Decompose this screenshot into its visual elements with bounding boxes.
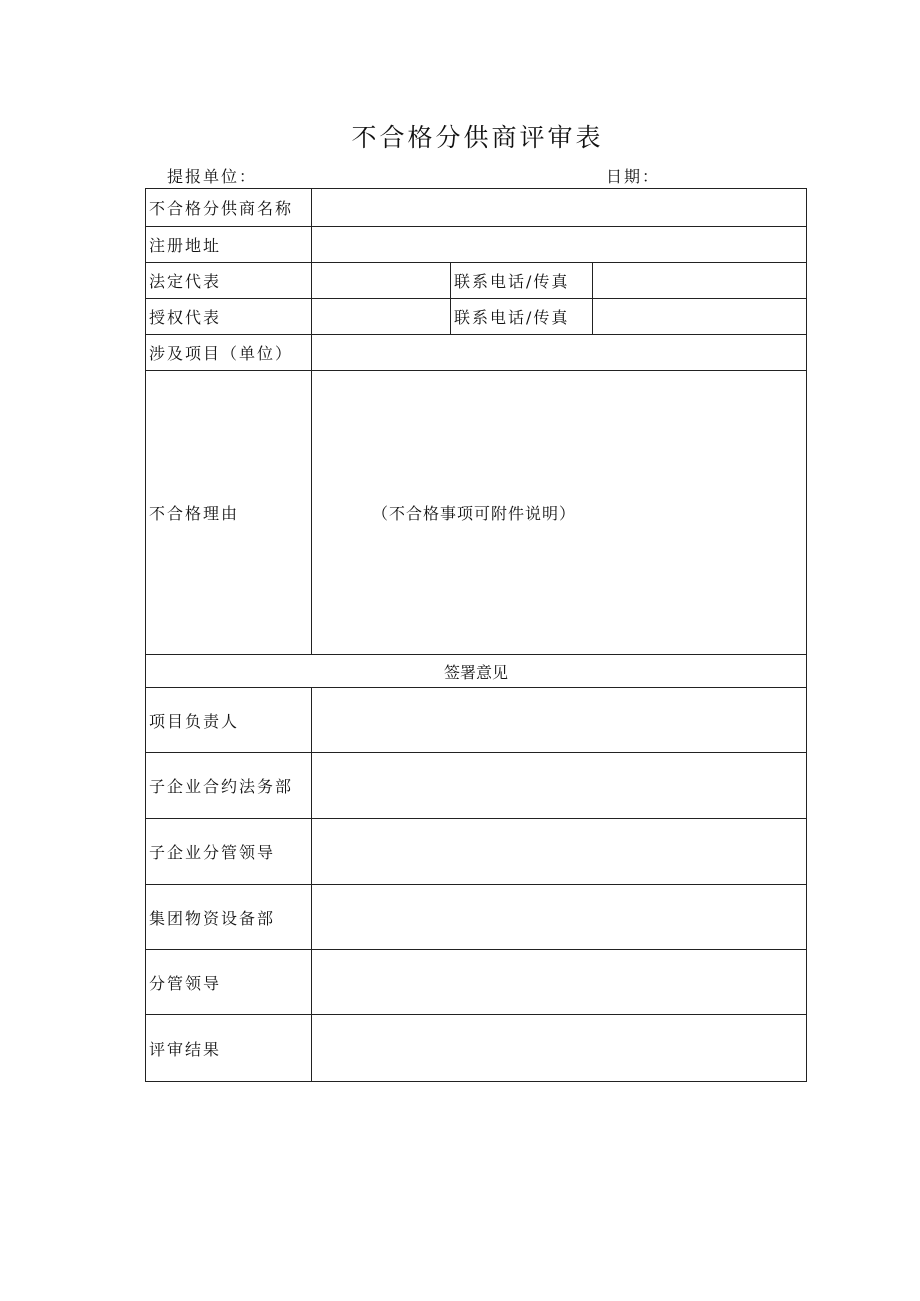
signature-field-project-lead[interactable] [312, 688, 807, 753]
authorized-representative-field[interactable] [312, 299, 451, 335]
project-label: 涉及项目（单位） [146, 335, 312, 371]
reason-label: 不合格理由 [146, 371, 312, 655]
authorized-phone-fax-label: 联系电话/传真 [451, 299, 593, 335]
authorized-phone-fax-field[interactable] [593, 299, 807, 335]
signature-field-group-materials[interactable] [312, 885, 807, 950]
legal-phone-fax-field[interactable] [593, 263, 807, 299]
signature-label-review-result: 评审结果 [146, 1015, 312, 1082]
signature-label-project-lead: 项目负责人 [146, 688, 312, 753]
signature-label-subsidiary-leader: 子企业分管领导 [146, 819, 312, 885]
project-field[interactable] [312, 335, 807, 371]
date-label: 日期： [606, 167, 661, 186]
form-row-reason [146, 371, 807, 655]
signature-label-supervising-leader: 分管领导 [146, 950, 312, 1015]
submitting-unit-label: 提报单位： [167, 167, 258, 186]
signature-field-subsidiary-leader[interactable] [312, 819, 807, 885]
registered-address-label: 注册地址 [146, 227, 312, 263]
signature-label-contract-legal: 子企业合约法务部 [146, 753, 312, 819]
legal-representative-field[interactable] [312, 263, 451, 299]
signature-row [146, 688, 807, 753]
signature-row [146, 753, 807, 819]
reason-field[interactable]: （不合格事项可附件说明） [312, 371, 807, 655]
registered-address-field[interactable] [312, 227, 807, 263]
signature-field-contract-legal[interactable] [312, 753, 807, 819]
signature-row [146, 819, 807, 885]
legal-representative-label: 法定代表 [146, 263, 312, 299]
supplier-name-label: 不合格分供商名称 [146, 189, 312, 227]
form-row-authorized-representative [146, 299, 807, 335]
form-row-project [146, 335, 807, 371]
supplier-name-field[interactable] [312, 189, 807, 227]
signature-row [146, 1015, 807, 1082]
supplier-review-form [145, 188, 807, 1082]
legal-phone-fax-label: 联系电话/传真 [451, 263, 593, 299]
document-title: 不合格分供商评审表 [351, 123, 604, 152]
signature-field-supervising-leader[interactable] [312, 950, 807, 1015]
form-row-signature-header [146, 655, 807, 688]
form-row-legal-representative [146, 263, 807, 299]
signature-field-review-result[interactable] [312, 1015, 807, 1082]
signature-row [146, 885, 807, 950]
signature-label-group-materials: 集团物资设备部 [146, 885, 312, 950]
form-row-supplier-name [146, 189, 807, 227]
authorized-representative-label: 授权代表 [146, 299, 312, 335]
form-row-registered-address [146, 227, 807, 263]
signature-header: 签署意见 [146, 655, 807, 688]
signature-row [146, 950, 807, 1015]
